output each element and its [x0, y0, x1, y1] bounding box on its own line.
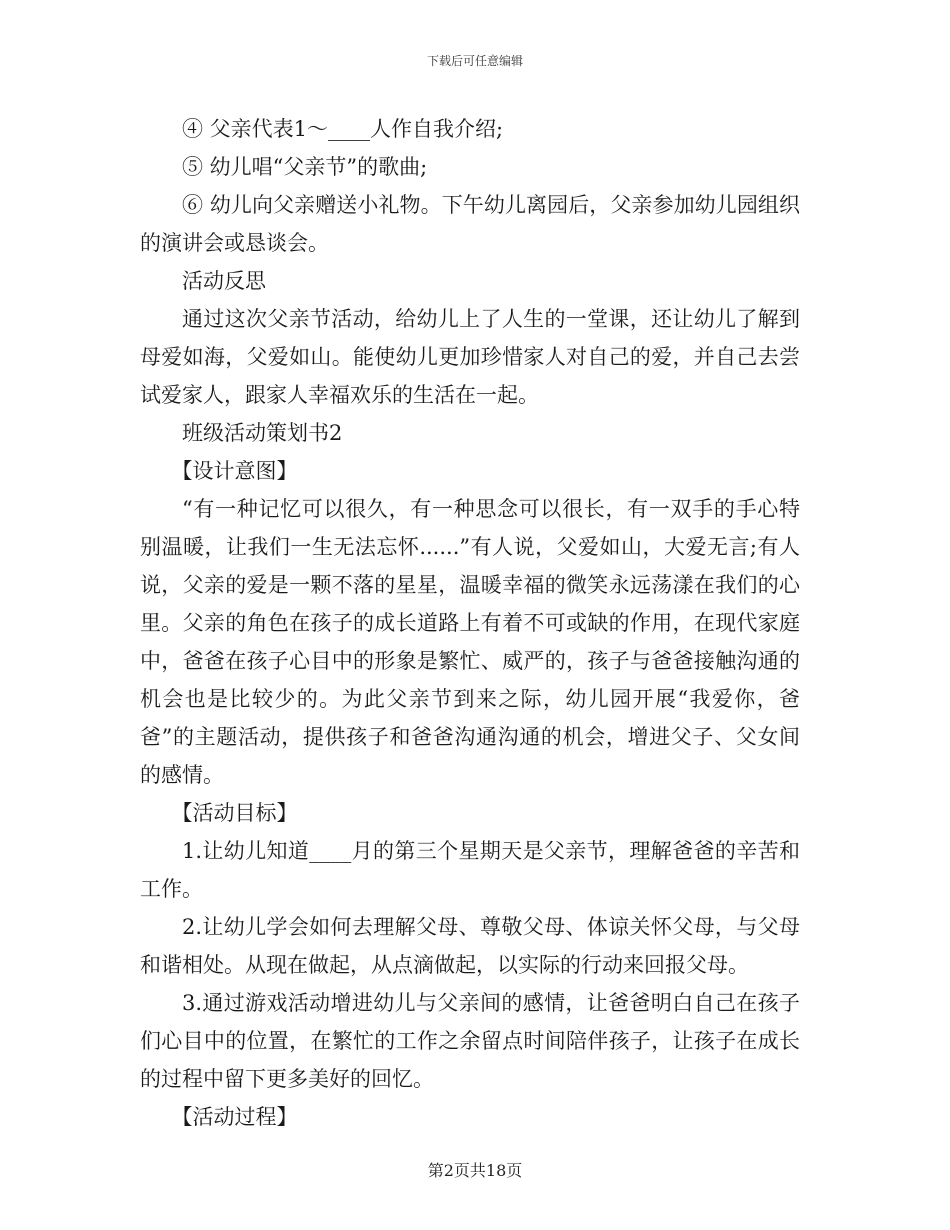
plan-title: 班级活动策划书2	[182, 421, 343, 445]
section-heading-goals: 【活动目标】	[171, 801, 298, 825]
reflection-paragraph: 通过这次父亲节活动，给幼儿上了人生的一堂课，还让幼儿了解到母爱如海，父爱如山。能使幼儿更加珍惜家人对自己的爱，并自己去尝试爱家人，跟家人幸福欢乐的生活在一起。	[140, 307, 800, 407]
section-heading-process: 【活动过程】	[171, 1105, 298, 1129]
section-heading-design-intent: 【设计意图】	[171, 459, 298, 483]
goal-item-3: 3.通过游戏活动增进幼儿与父亲间的感情，让爸爸明白自己在孩子们心目中的位置，在繁忙的工作之余留点时间陪伴孩子，让孩子在成长的过程中留下更多美好的回忆。	[140, 991, 800, 1091]
goal-item-1: 1.让幼儿知道____月的第三个星期天是父亲节，理解爸爸的辛苦和工作。	[140, 839, 800, 901]
goal-item-2: 2.让幼儿学会如何去理解父母、尊敬父母、体谅关怀父母，与父母和谐相处。从现在做起，从点滴做起，以实际的行动来回报父母。	[140, 915, 800, 977]
page-header-note: 下载后可任意编辑	[426, 54, 523, 68]
page-footer: 第2页共18页	[427, 1161, 523, 1180]
list-item-5: ⑤ 幼儿唱“父亲节”的歌曲;	[182, 155, 428, 179]
section-heading-reflection: 活动反思	[182, 269, 266, 293]
design-intent-paragraph: “有一种记忆可以很久，有一种思念可以很长，有一双手的手心特别温暖，让我们一生无法忘怀......”有人说，父爱如山，大爱无言;有人说，父亲的爱是一颗不落的星星，温暖幸福的微笑永远荡漾在我们的心里。父亲的角色在孩子的成长道路上有着不可或缺的作用，在现代家庭中，爸爸在孩子心目中的形象是繁忙、威严的，孩子与爸爸接触沟通的机会也是比较少的。为此父亲节到来之际，幼儿园开展“我爱你，爸爸”的主题活动，提供孩子和爸爸沟通沟通的机会，增进父子、父女间的感情。	[140, 497, 800, 787]
list-item-4: ④ 父亲代表1～____人作自我介绍;	[182, 117, 504, 141]
document-body	[140, 110, 800, 1136]
list-item-6: ⑥ 幼儿向父亲赠送小礼物。下午幼儿离园后，父亲参加幼儿园组织的演讲会或恳谈会。	[140, 193, 800, 255]
